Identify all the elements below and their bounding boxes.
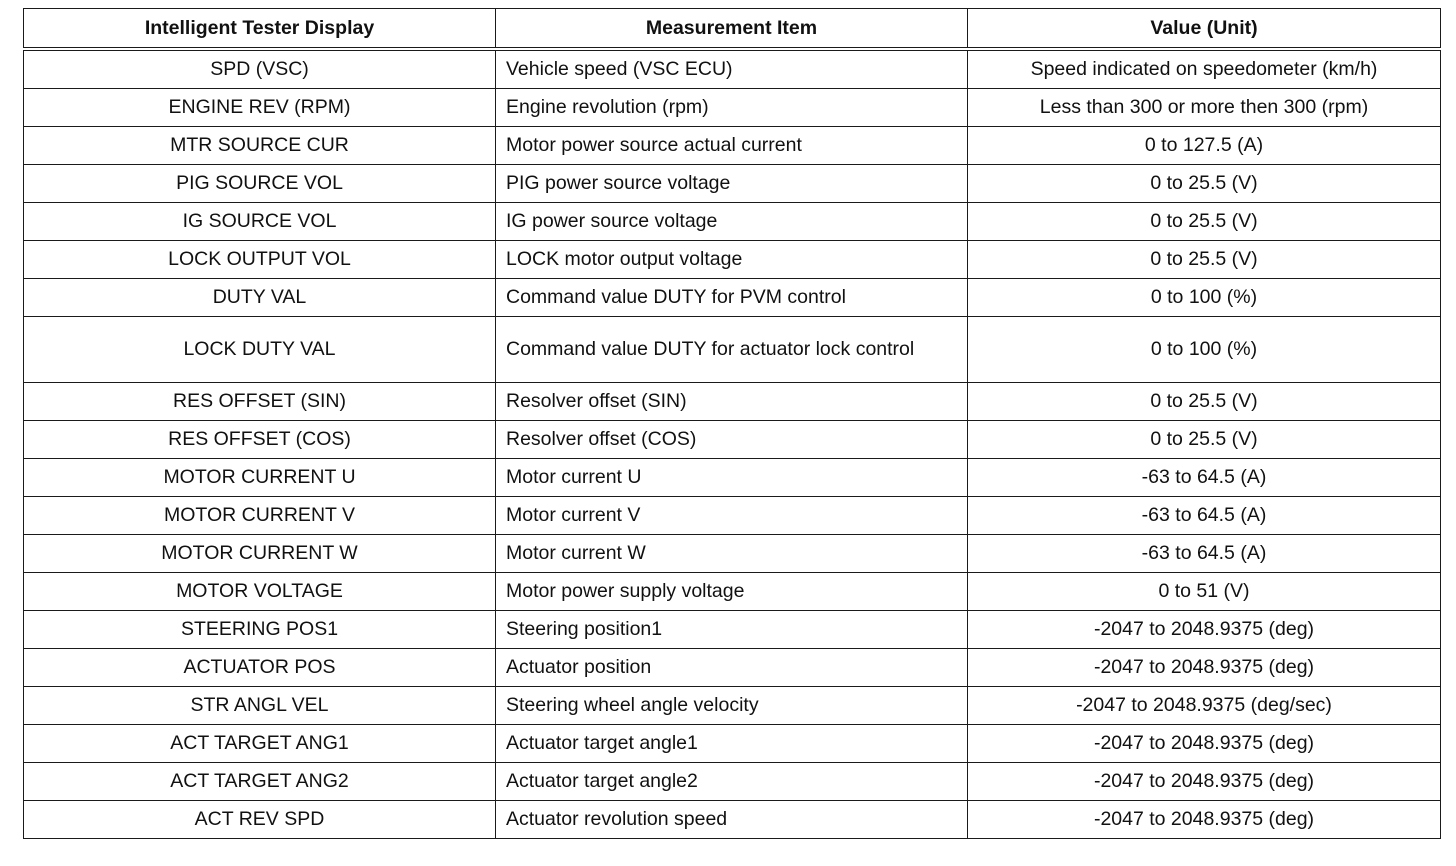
table-row	[24, 421, 1441, 459]
cell-measurement-item: Resolver offset (COS)	[496, 421, 968, 459]
table-row	[24, 89, 1441, 127]
cell-tester-display: MOTOR VOLTAGE	[24, 573, 496, 611]
cell-measurement-item: IG power source voltage	[496, 203, 968, 241]
cell-tester-display: LOCK OUTPUT VOL	[24, 241, 496, 279]
cell-tester-display: RES OFFSET (COS)	[24, 421, 496, 459]
cell-value-unit: -2047 to 2048.9375 (deg)	[968, 611, 1441, 649]
cell-value-unit: 0 to 25.5 (V)	[968, 421, 1441, 459]
cell-value-unit: -2047 to 2048.9375 (deg/sec)	[968, 687, 1441, 725]
cell-value-unit: -2047 to 2048.9375 (deg)	[968, 763, 1441, 801]
data-table	[23, 8, 1441, 839]
cell-value-unit: Less than 300 or more then 300 (rpm)	[968, 89, 1441, 127]
table-row	[24, 279, 1441, 317]
cell-measurement-item: Actuator revolution speed	[496, 801, 968, 839]
header-value-unit: Value (Unit)	[968, 9, 1441, 50]
cell-value-unit: 0 to 25.5 (V)	[968, 203, 1441, 241]
cell-value-unit: -63 to 64.5 (A)	[968, 459, 1441, 497]
cell-measurement-item: Motor power supply voltage	[496, 573, 968, 611]
header-tester-display: Intelligent Tester Display	[24, 9, 496, 50]
cell-value-unit: Speed indicated on speedometer (km/h)	[968, 49, 1441, 89]
table-row	[24, 459, 1441, 497]
table-row	[24, 725, 1441, 763]
header-row	[24, 9, 1441, 50]
cell-value-unit: 0 to 25.5 (V)	[968, 383, 1441, 421]
cell-tester-display: ENGINE REV (RPM)	[24, 89, 496, 127]
cell-measurement-item: Command value DUTY for actuator lock control	[496, 317, 968, 383]
cell-value-unit: 0 to 51 (V)	[968, 573, 1441, 611]
cell-tester-display: LOCK DUTY VAL	[24, 317, 496, 383]
cell-value-unit: -2047 to 2048.9375 (deg)	[968, 725, 1441, 763]
table-row	[24, 317, 1441, 383]
table-row	[24, 573, 1441, 611]
cell-tester-display: ACT TARGET ANG2	[24, 763, 496, 801]
cell-measurement-item: Command value DUTY for PVM control	[496, 279, 968, 317]
cell-tester-display: PIG SOURCE VOL	[24, 165, 496, 203]
table-row	[24, 203, 1441, 241]
table-row	[24, 383, 1441, 421]
cell-value-unit: 0 to 25.5 (V)	[968, 165, 1441, 203]
table-row	[24, 763, 1441, 801]
cell-value-unit: -63 to 64.5 (A)	[968, 497, 1441, 535]
table-row	[24, 649, 1441, 687]
cell-tester-display: SPD (VSC)	[24, 49, 496, 89]
cell-tester-display: IG SOURCE VOL	[24, 203, 496, 241]
cell-value-unit: -2047 to 2048.9375 (deg)	[968, 649, 1441, 687]
table-row	[24, 127, 1441, 165]
table-row	[24, 49, 1441, 89]
cell-measurement-item: Motor power source actual current	[496, 127, 968, 165]
cell-value-unit: 0 to 100 (%)	[968, 317, 1441, 383]
table-row	[24, 687, 1441, 725]
cell-tester-display: MOTOR CURRENT V	[24, 497, 496, 535]
cell-measurement-item: Actuator target angle1	[496, 725, 968, 763]
cell-measurement-item: Motor current U	[496, 459, 968, 497]
cell-tester-display: RES OFFSET (SIN)	[24, 383, 496, 421]
cell-tester-display: ACTUATOR POS	[24, 649, 496, 687]
cell-value-unit: 0 to 127.5 (A)	[968, 127, 1441, 165]
cell-tester-display: ACT TARGET ANG1	[24, 725, 496, 763]
table-header	[24, 9, 1441, 50]
cell-measurement-item: Steering position1	[496, 611, 968, 649]
table-row	[24, 535, 1441, 573]
cell-tester-display: STEERING POS1	[24, 611, 496, 649]
table-row	[24, 801, 1441, 839]
cell-measurement-item: Motor current V	[496, 497, 968, 535]
cell-measurement-item: Resolver offset (SIN)	[496, 383, 968, 421]
table-row	[24, 165, 1441, 203]
cell-measurement-item: Motor current W	[496, 535, 968, 573]
cell-tester-display: MTR SOURCE CUR	[24, 127, 496, 165]
table-row	[24, 241, 1441, 279]
cell-value-unit: -2047 to 2048.9375 (deg)	[968, 801, 1441, 839]
cell-measurement-item: Vehicle speed (VSC ECU)	[496, 49, 968, 89]
table-row	[24, 497, 1441, 535]
cell-measurement-item: Steering wheel angle velocity	[496, 687, 968, 725]
cell-tester-display: STR ANGL VEL	[24, 687, 496, 725]
table-body	[24, 49, 1441, 839]
cell-value-unit: -63 to 64.5 (A)	[968, 535, 1441, 573]
table-row	[24, 611, 1441, 649]
cell-measurement-item: LOCK motor output voltage	[496, 241, 968, 279]
header-measurement-item: Measurement Item	[496, 9, 968, 50]
cell-tester-display: MOTOR CURRENT U	[24, 459, 496, 497]
cell-measurement-item: PIG power source voltage	[496, 165, 968, 203]
cell-tester-display: MOTOR CURRENT W	[24, 535, 496, 573]
cell-measurement-item: Actuator position	[496, 649, 968, 687]
cell-measurement-item: Engine revolution (rpm)	[496, 89, 968, 127]
cell-tester-display: DUTY VAL	[24, 279, 496, 317]
cell-value-unit: 0 to 25.5 (V)	[968, 241, 1441, 279]
cell-tester-display: ACT REV SPD	[24, 801, 496, 839]
cell-measurement-item: Actuator target angle2	[496, 763, 968, 801]
cell-value-unit: 0 to 100 (%)	[968, 279, 1441, 317]
